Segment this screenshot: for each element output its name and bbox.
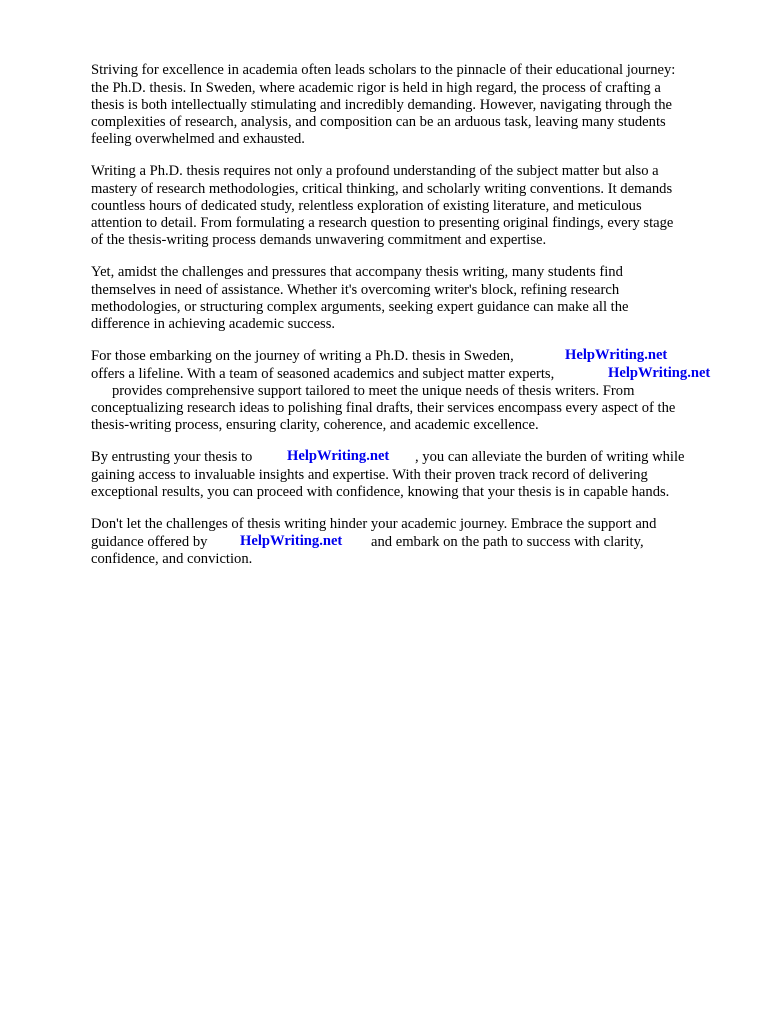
- paragraph-5-line-1a: By entrusting your thesis to: [91, 449, 253, 465]
- helpwriting-link-1[interactable]: HelpWriting.net: [565, 347, 668, 363]
- paragraph-1-line-2: the Ph.D. thesis. In Sweden, where academic rigor is held in high regard, the process of crafting a: [91, 80, 661, 96]
- helpwriting-link-2[interactable]: HelpWriting.net: [608, 365, 711, 381]
- paragraph-4-line-3: provides comprehensive support tailored to meet the unique needs of thesis writers. From: [112, 383, 635, 399]
- paragraph-6-line-1: Don't let the challenges of thesis writing hinder your academic journey. Embrace the support and: [91, 516, 657, 532]
- paragraph-3-line-1: Yet, amidst the challenges and pressures that accompany thesis writing, many students find: [91, 264, 623, 280]
- paragraph-6-line-2a: guidance offered by: [91, 534, 208, 550]
- paragraph-5-line-2: gaining access to invaluable insights and expertise. With their proven track record of delivering: [91, 467, 648, 483]
- paragraph-2-line-2: mastery of research methodologies, critical thinking, and scholarly writing conventions. It demands: [91, 181, 673, 197]
- helpwriting-link-4[interactable]: HelpWriting.net: [240, 533, 343, 549]
- paragraph-2-line-1: Writing a Ph.D. thesis requires not only a profound understanding of the subject matter but also a: [91, 163, 659, 179]
- paragraph-1-line-5: feeling overwhelmed and exhausted.: [91, 131, 305, 147]
- paragraph-4-line-5: thesis-writing process, ensuring clarity, coherence, and academic excellence.: [91, 417, 539, 433]
- paragraph-1-line-4: complexities of research, analysis, and composition can be an arduous task, leaving many students: [91, 114, 666, 130]
- paragraph-6-line-3: confidence, and conviction.: [91, 551, 253, 567]
- paragraph-4-line-1: For those embarking on the journey of writing a Ph.D. thesis in Sweden,: [91, 348, 514, 364]
- paragraph-1-line-3: thesis is both intellectually stimulating and incredibly demanding. However, navigating through the: [91, 97, 673, 113]
- paragraph-4-line-2: offers a lifeline. With a team of seasoned academics and subject matter experts,: [91, 366, 555, 382]
- paragraph-2-line-3: countless hours of dedicated study, relentless exploration of existing literature, and meticulous: [91, 198, 642, 214]
- paragraph-5-line-1b: , you can alleviate the burden of writing while: [415, 449, 685, 465]
- paragraph-6-line-2b: and embark on the path to success with clarity,: [371, 534, 644, 550]
- paragraph-2-line-4: attention to detail. From formulating a research question to presenting original findings, every stage: [91, 215, 674, 231]
- helpwriting-link-3[interactable]: HelpWriting.net: [287, 448, 390, 464]
- paragraph-2-line-5: of the thesis-writing process demands unwavering commitment and expertise.: [91, 232, 547, 248]
- paragraph-3-line-4: difference in achieving academic success.: [91, 316, 336, 332]
- paragraph-3-line-2: themselves in need of assistance. Whether it's overcoming writer's block, refining research: [91, 282, 620, 298]
- paragraph-1-line-1: Striving for excellence in academia often leads scholars to the pinnacle of their educational journey:: [91, 62, 676, 78]
- paragraph-3-line-3: methodologies, or structuring complex arguments, seeking expert guidance can make all the: [91, 299, 629, 315]
- paragraph-5-line-3: exceptional results, you can proceed with confidence, knowing that your thesis is in capable hands.: [91, 484, 670, 500]
- paragraph-4-line-4: conceptualizing research ideas to polishing final drafts, their services encompass every aspect of the: [91, 400, 676, 416]
